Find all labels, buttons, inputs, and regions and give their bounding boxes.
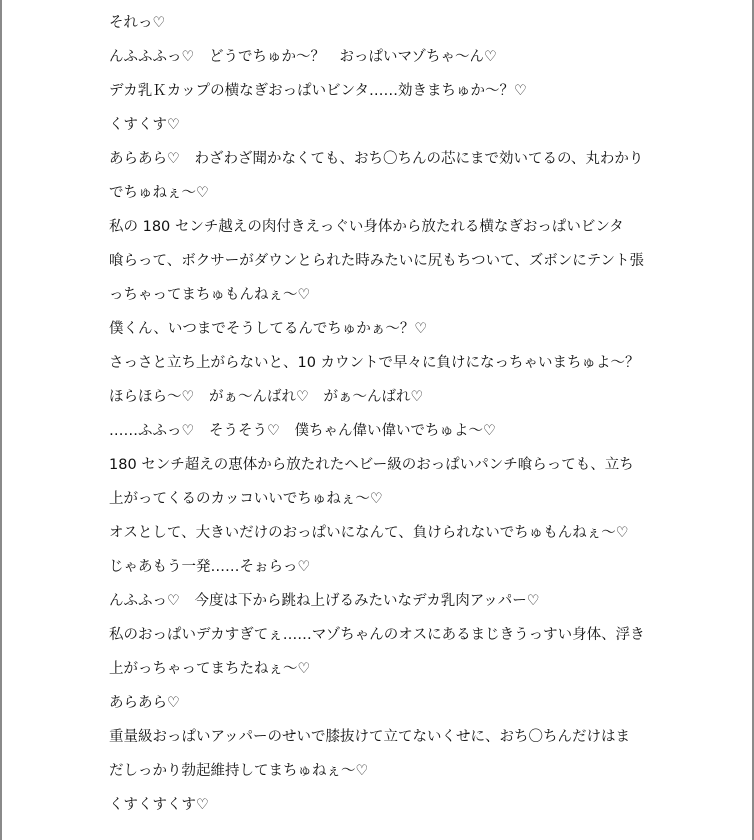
page-left-border — [0, 0, 2, 840]
text-line: オスとして、大きいだけのおっぱいになんて、負けられないでちゅもんねぇ～♡ — [109, 525, 629, 541]
text-line: それっ♡ — [109, 15, 166, 31]
text-line: っちゃってまちゅもんねぇ～♡ — [109, 287, 311, 303]
text-line: でちゅねぇ～♡ — [109, 185, 209, 201]
text-line: 喰らって、ボクサーがダウンとられた時みたいに尻もちついて、ズボンにテント張 — [109, 253, 645, 269]
document-text-body — [109, 6, 669, 822]
text-line: だしっかり勃起維持してまちゅねぇ～♡ — [109, 763, 369, 779]
text-line: さっさと立ち上がらないと、10 カウントで早々に負けになっちゃいまちゅよ～？ — [109, 355, 640, 371]
text-line: 上がっちゃってまちたねぇ～♡ — [109, 661, 311, 677]
text-line: ……ふふっ♡ そうそう♡ 僕ちゃん偉い偉いでちゅよ～♡ — [109, 423, 496, 439]
text-line: 上がってくるのカッコいいでちゅねぇ～♡ — [109, 491, 383, 507]
text-line: んふふっ♡ 今度は下から跳ね上げるみたいなデカ乳肉アッパー♡ — [109, 593, 540, 609]
text-line: 180 センチ超えの恵体から放たれたヘビー級のおっぱいパンチ喰らっても、立ち — [109, 457, 634, 473]
text-line: あらあら♡ — [109, 695, 180, 711]
text-line: ほらほら～♡ がぁ～んばれ♡ がぁ～んばれ♡ — [109, 389, 424, 405]
text-line: 私のおっぱいデカすぎてぇ……マゾちゃんのオスにあるまじきうっすい身体、浮き — [109, 627, 645, 643]
text-line: 僕くん、いつまでそうしてるんでちゅかぁ～？♡ — [109, 321, 428, 337]
text-line: んふふふっ♡ どうでちゅか～？ おっぱいマゾちゃ～ん♡ — [109, 49, 498, 65]
text-line: 私の 180 センチ越えの肉付きえっぐい身体から放たれる横なぎおっぱいビンタ — [109, 219, 624, 235]
text-line: 重量級おっぱいアッパーのせいで膝抜けて立てないくせに、おち〇ちんだけはま — [109, 729, 630, 745]
text-line: あらあら♡ わざわざ聞かなくても、おち〇ちんの芯にまで効いてるの、丸わかり — [109, 151, 644, 167]
text-line: デカ乳Ｋカップの横なぎおっぱいビンタ……効きまちゅか～？♡ — [109, 83, 527, 99]
text-line: くすくすくす♡ — [109, 797, 209, 813]
text-line: じゃあもう一発……そぉらっ♡ — [109, 559, 311, 575]
text-line: くすくす♡ — [109, 117, 180, 133]
